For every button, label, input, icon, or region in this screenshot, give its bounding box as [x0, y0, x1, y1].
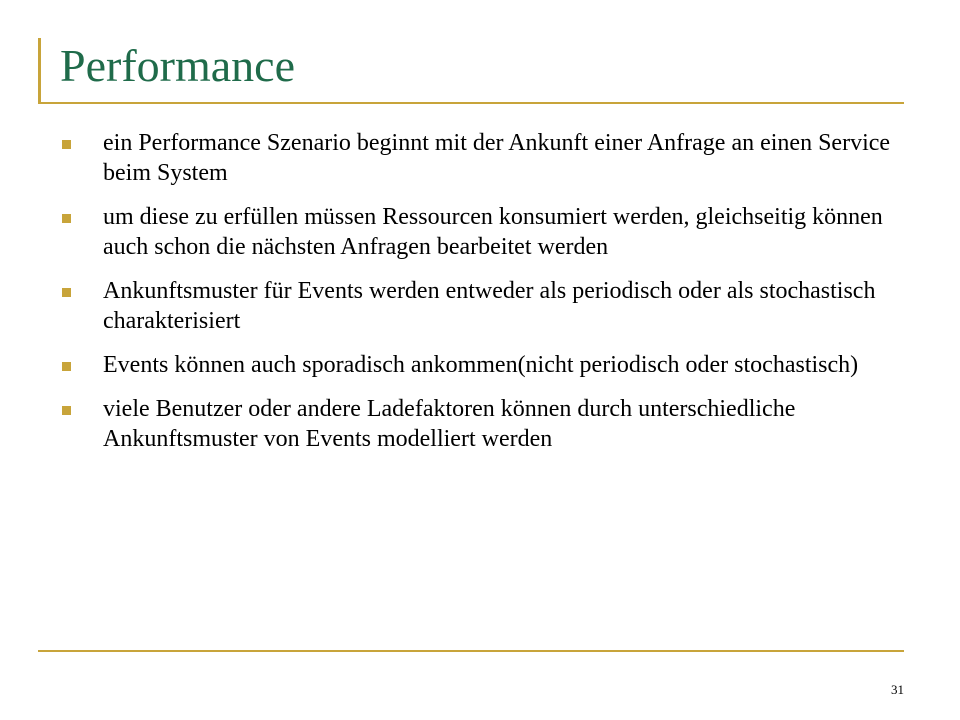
bullet-text: viele Benutzer oder andere Ladefaktoren können durch unterschiedliche Ankunftsmuster von Events modelliert werden — [103, 396, 796, 452]
bullet-text: um diese zu erfüllen müssen Ressourcen konsumiert werden, gleichseitig können auch schon die nächsten Anfragen bearbeitet werden — [103, 204, 883, 260]
list-item — [58, 394, 900, 454]
bullet-list — [58, 128, 900, 468]
square-bullet-icon — [62, 140, 71, 149]
bullet-text: Events können auch sporadisch ankommen(nicht periodisch oder stochastisch) — [103, 352, 859, 378]
square-bullet-icon — [62, 406, 71, 415]
list-item — [58, 128, 900, 188]
bullet-text: Ankunftsmuster für Events werden entweder als periodisch oder als stochastisch charakterisiert — [103, 278, 876, 334]
list-item — [58, 350, 900, 380]
slide-title: Performance — [60, 40, 295, 91]
page-number: 31 — [891, 682, 904, 697]
footer-divider — [38, 650, 904, 652]
square-bullet-icon — [62, 214, 71, 223]
bullet-text: ein Performance Szenario beginnt mit der Ankunft einer Anfrage an einen Service beim System — [103, 130, 891, 186]
list-item — [58, 276, 900, 336]
title-accent-bar — [38, 38, 41, 102]
square-bullet-icon — [62, 288, 71, 297]
title-divider — [38, 102, 904, 104]
list-item — [58, 202, 900, 262]
square-bullet-icon — [62, 362, 71, 371]
